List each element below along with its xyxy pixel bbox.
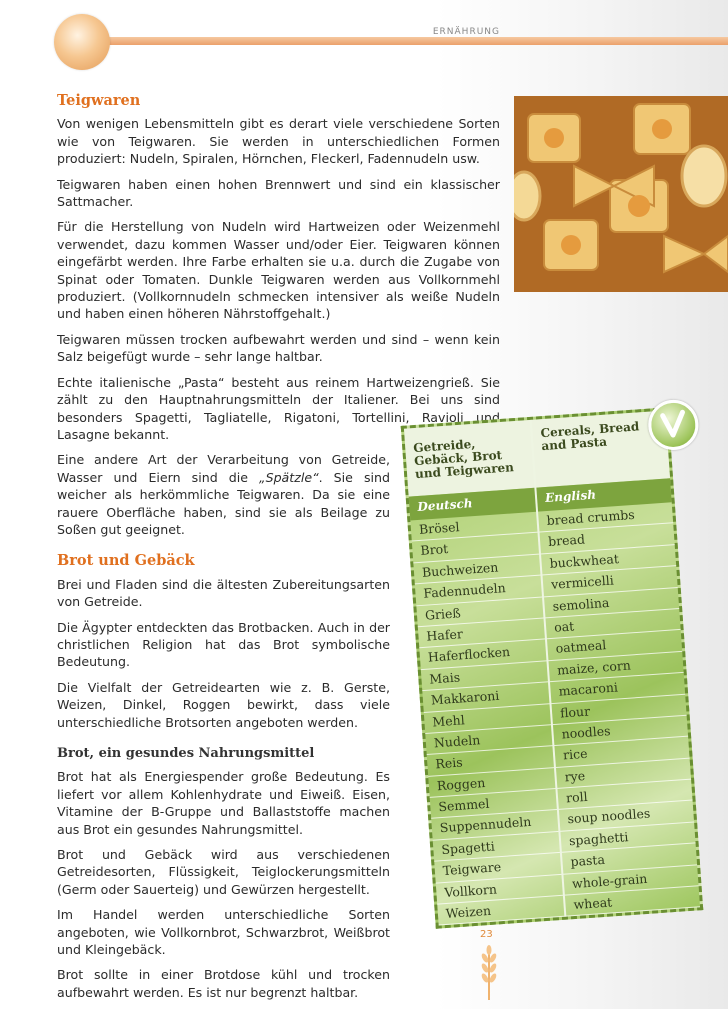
word-de: Makkaroni xyxy=(430,687,500,708)
word-de: Spagetti xyxy=(440,838,496,857)
word-en: wheat xyxy=(573,894,613,913)
vocab-rows xyxy=(410,502,700,926)
word-en: roll xyxy=(565,788,589,806)
word-en: rye xyxy=(564,767,586,785)
word-de: Mehl xyxy=(431,711,466,729)
word-en: spaghetti xyxy=(568,828,629,849)
word-de: Brot xyxy=(419,541,449,559)
header-bar xyxy=(60,37,728,45)
word-en: noodles xyxy=(561,723,611,742)
word-de: Grieß xyxy=(424,604,462,623)
paragraph: Brei und Fladen sind die ältesten Zubereitungsarten von Getreide. xyxy=(57,576,390,610)
col-english: English xyxy=(544,487,597,506)
paragraph: Brot hat als Energiespender große Bedeutung. Es liefert vor allem Kohlenhydrate und Eiweiß. Eisen, Vitamine der B-Gruppe und Ballaststoffe machen aus Brot ein gesundes Nahrungsmittel. xyxy=(57,769,390,837)
text: Eine andere Art der Verarbeitung von Getreide, Wasser und Eiern sind die xyxy=(57,452,390,485)
word-en: vermicelli xyxy=(550,572,615,593)
word-en: maize, corn xyxy=(556,657,632,678)
wheat-icon xyxy=(477,944,501,1000)
word-en: semolina xyxy=(552,594,610,614)
spoon-logo xyxy=(54,14,110,70)
paragraph: Brot und Gebäck wird aus verschiedenen Getreidesorten, Flüssigkeit, Teiglockerungsmitteln (Germ oder Sauerteig) und Gewürzen hergestellt. xyxy=(57,847,390,897)
word-en: pasta xyxy=(570,852,606,870)
paragraph: Teigwaren haben einen hohen Brennwert und sind ein klassischer Sattmacher. xyxy=(57,176,500,210)
paragraph: Teigwaren müssen trocken aufbewahrt werden und sind – wenn kein Salz beigefügt wurde – sehr lange haltbar. xyxy=(57,331,500,365)
col-deutsch: Deutsch xyxy=(416,496,473,514)
heading-brot: Brot und Gebäck xyxy=(57,552,195,570)
word-de: Vollkorn xyxy=(443,881,498,900)
word-de: Haferflocken xyxy=(427,644,511,665)
paragraph: Für die Herstellung von Nudeln wird Hartweizen oder Weizenmehl verwendet, dazu kommen Wasser und/oder Eier. Teigwaren können eingefärbt werden. Ihre Farbe erhalten sie u.a. durch die Zugabe von Spinat oder Tomaten. Dunkle Teigwaren werden aus Vollkornmehl produziert. (Vollkornnudeln schmecken intensiver als weiße Nudeln und haben einen höheren Nährstoffgehalt.) xyxy=(57,219,500,322)
vocab-title-de: Getreide, Gebäck, Brot und Teigwaren xyxy=(412,436,515,482)
paragraph: Im Handel werden unterschiedliche Sorten angeboten, wie Vollkornbrot, Schwarzbrot, Weißbrot und Kleingebäck. xyxy=(57,907,390,958)
word-en: buckwheat xyxy=(549,550,620,571)
paragraph: Brot sollte in einer Brotdose kühl und trocken aufbewahrt werden. Es ist nur begrenzt haltbar. xyxy=(57,967,390,1000)
vocab-box xyxy=(412,412,690,924)
vocab-card xyxy=(401,407,704,928)
paragraph: Von wenigen Lebensmitteln gibt es derart viele verschiedene Sorten wie von Teigwaren. Sie werden in unterschiedlichen Formen produziert: Nudeln, Spiralen, Hörnchen, Fleckerl, Fadennudeln usw. xyxy=(57,116,500,167)
emphasis: „Spätzle“ xyxy=(259,469,319,485)
word-de: Nudeln xyxy=(433,732,481,751)
word-en: rice xyxy=(562,746,588,763)
word-de: Buchweizen xyxy=(421,559,499,580)
pasta-photo xyxy=(514,96,728,292)
word-de: Teigware xyxy=(442,859,502,879)
word-de: Suppennudeln xyxy=(439,814,532,836)
word-de: Mais xyxy=(428,669,461,687)
word-de: Roggen xyxy=(436,774,486,793)
word-en: bread crumbs xyxy=(546,506,636,528)
word-en: soup noodles xyxy=(567,805,651,827)
vocab-title-en: Cereals, Bread and Pasta xyxy=(540,419,640,454)
heading-gesund: Brot, ein gesundes Nahrungsmittel xyxy=(57,746,315,761)
word-de: Weizen xyxy=(445,902,492,922)
word-en: whole-grain xyxy=(571,870,648,891)
paragraph: Die Vielfalt der Getreidearten wie z. B. Gerste, Weizen, Dinkel, Roggen bewirkt, dass viele unterschiedliche Brotsorten angeboten werden. xyxy=(57,679,390,730)
paragraph-spaetzle xyxy=(57,451,390,538)
word-de: Semmel xyxy=(437,795,490,815)
page-number: 23 xyxy=(480,929,493,940)
paragraph: Echte italienische „Pasta“ besteht aus reinem Hartweizengrieß. Sie zählt zu den Hauptnahrungsmitteln der Italiener. Bei uns sind besonders Spagetti, Tagliatelle, Rigatoni, Tortellini, Ravioli und Lasagne bekannt. xyxy=(57,374,500,442)
section-label: ERNÄHRUNG xyxy=(432,27,500,37)
word-de: Reis xyxy=(434,754,464,772)
word-de: Hafer xyxy=(425,626,464,644)
vocabulary-v-icon xyxy=(647,398,700,451)
heading-teigwaren: Teigwaren xyxy=(57,92,141,109)
word-en: oatmeal xyxy=(555,637,607,657)
word-en: macaroni xyxy=(558,679,619,699)
word-en: bread xyxy=(547,531,586,550)
word-de: Fadennudeln xyxy=(422,580,507,601)
word-en: flour xyxy=(559,702,591,721)
paragraph: Die Ägypter entdeckten das Brotbacken. Auch in der christlichen Religion hat das Brot symbolische Bedeutung. xyxy=(57,619,390,670)
word-de: Brösel xyxy=(418,519,460,537)
text: . Sie sind weicher als herkömmliche Teigwaren. Da sie eine rauere Oberfläche haben, sind sie als Beilage zu Soßen gut geeignet. xyxy=(57,469,390,537)
word-en: oat xyxy=(553,618,575,635)
